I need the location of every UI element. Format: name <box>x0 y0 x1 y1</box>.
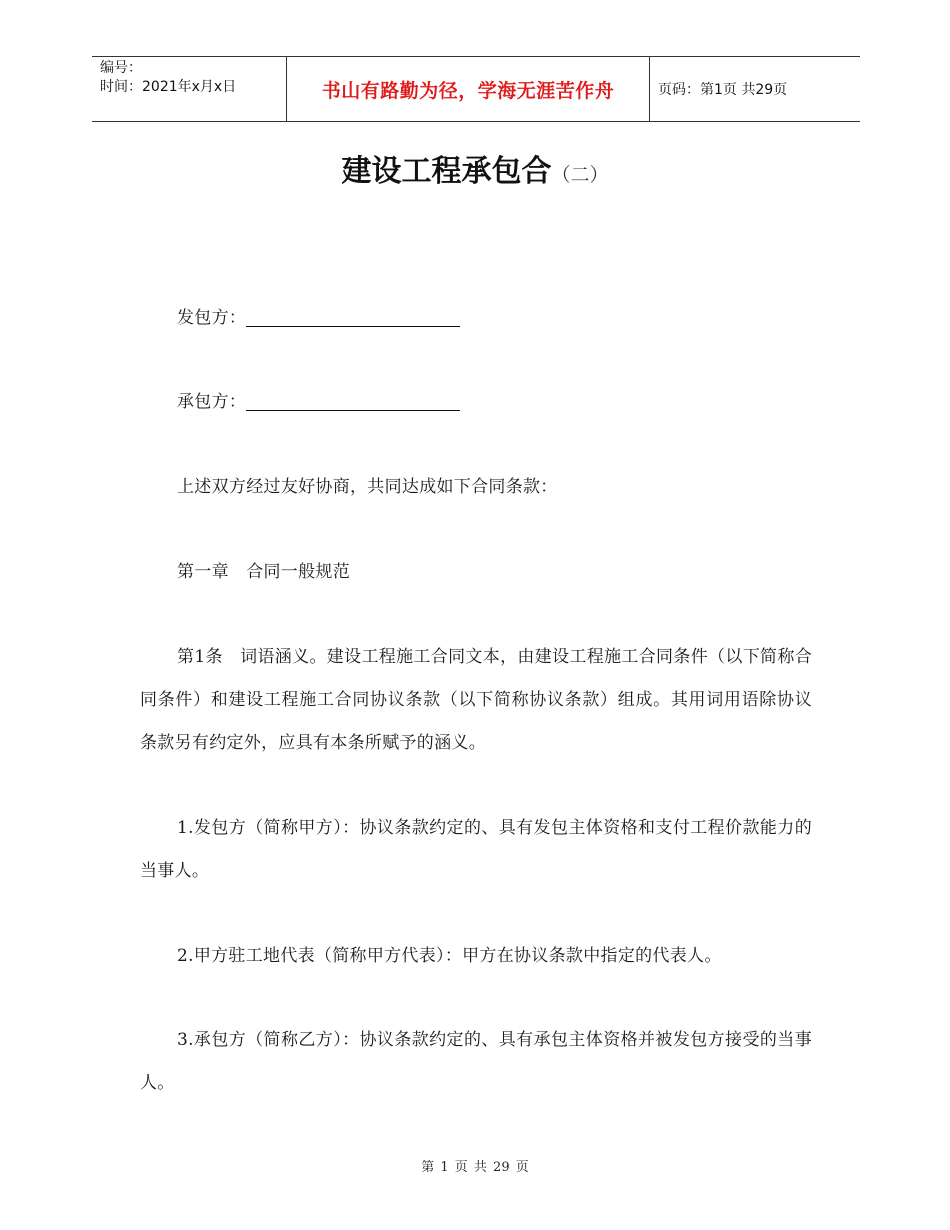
header-page-info: 页码：第1页 共29页 <box>658 82 788 98</box>
document-title <box>0 146 950 190</box>
employer-label: 发包方： <box>177 308 247 328</box>
contractor-blank-line[interactable] <box>246 390 460 411</box>
page-header <box>92 56 860 122</box>
document-title-main: 建设工程承包合 <box>341 154 552 189</box>
definition-item-1: 1.发包方（简称甲方）：协议条款约定的、具有发包主体资格和支付工程价款能力的当事人。 <box>140 818 812 881</box>
intro-paragraph: 上述双方经过友好协商，共同达成如下合同条款： <box>177 477 558 497</box>
employer-blank-line[interactable] <box>246 306 460 327</box>
chapter-heading: 第一章 合同一般规范 <box>177 562 350 582</box>
contractor-field <box>140 381 812 424</box>
document-title-suffix: （二） <box>551 164 609 186</box>
document-number-label: 编号： <box>100 60 142 76</box>
page-footer: 第 1 页 共 29 页 <box>421 1160 529 1175</box>
definition-item-2: 2.甲方驻工地代表（简称甲方代表）：甲方在协议条款中指定的代表人。 <box>177 946 722 966</box>
header-motto: 书山有路勤为径，学海无涯苦作舟 <box>287 57 650 121</box>
employer-field <box>140 297 812 340</box>
contractor-label: 承包方： <box>177 392 247 412</box>
header-meta-cell <box>92 57 287 121</box>
definition-item-3: 3.承包方（简称乙方）：协议条款约定的、具有承包主体资格并被发包方接受的当事人。 <box>140 1030 812 1093</box>
document-time-label: 时间：2021年x月x日 <box>100 79 237 95</box>
article-1-paragraph: 第1条 词语涵义。建设工程施工合同文本，由建设工程施工合同条件（以下简称合同条件）和建设工程施工合同协议条款（以下简称协议条款）组成。其用词用语除协议条款另有约定外，应具有本条所赋予的涵义。 <box>140 647 812 753</box>
